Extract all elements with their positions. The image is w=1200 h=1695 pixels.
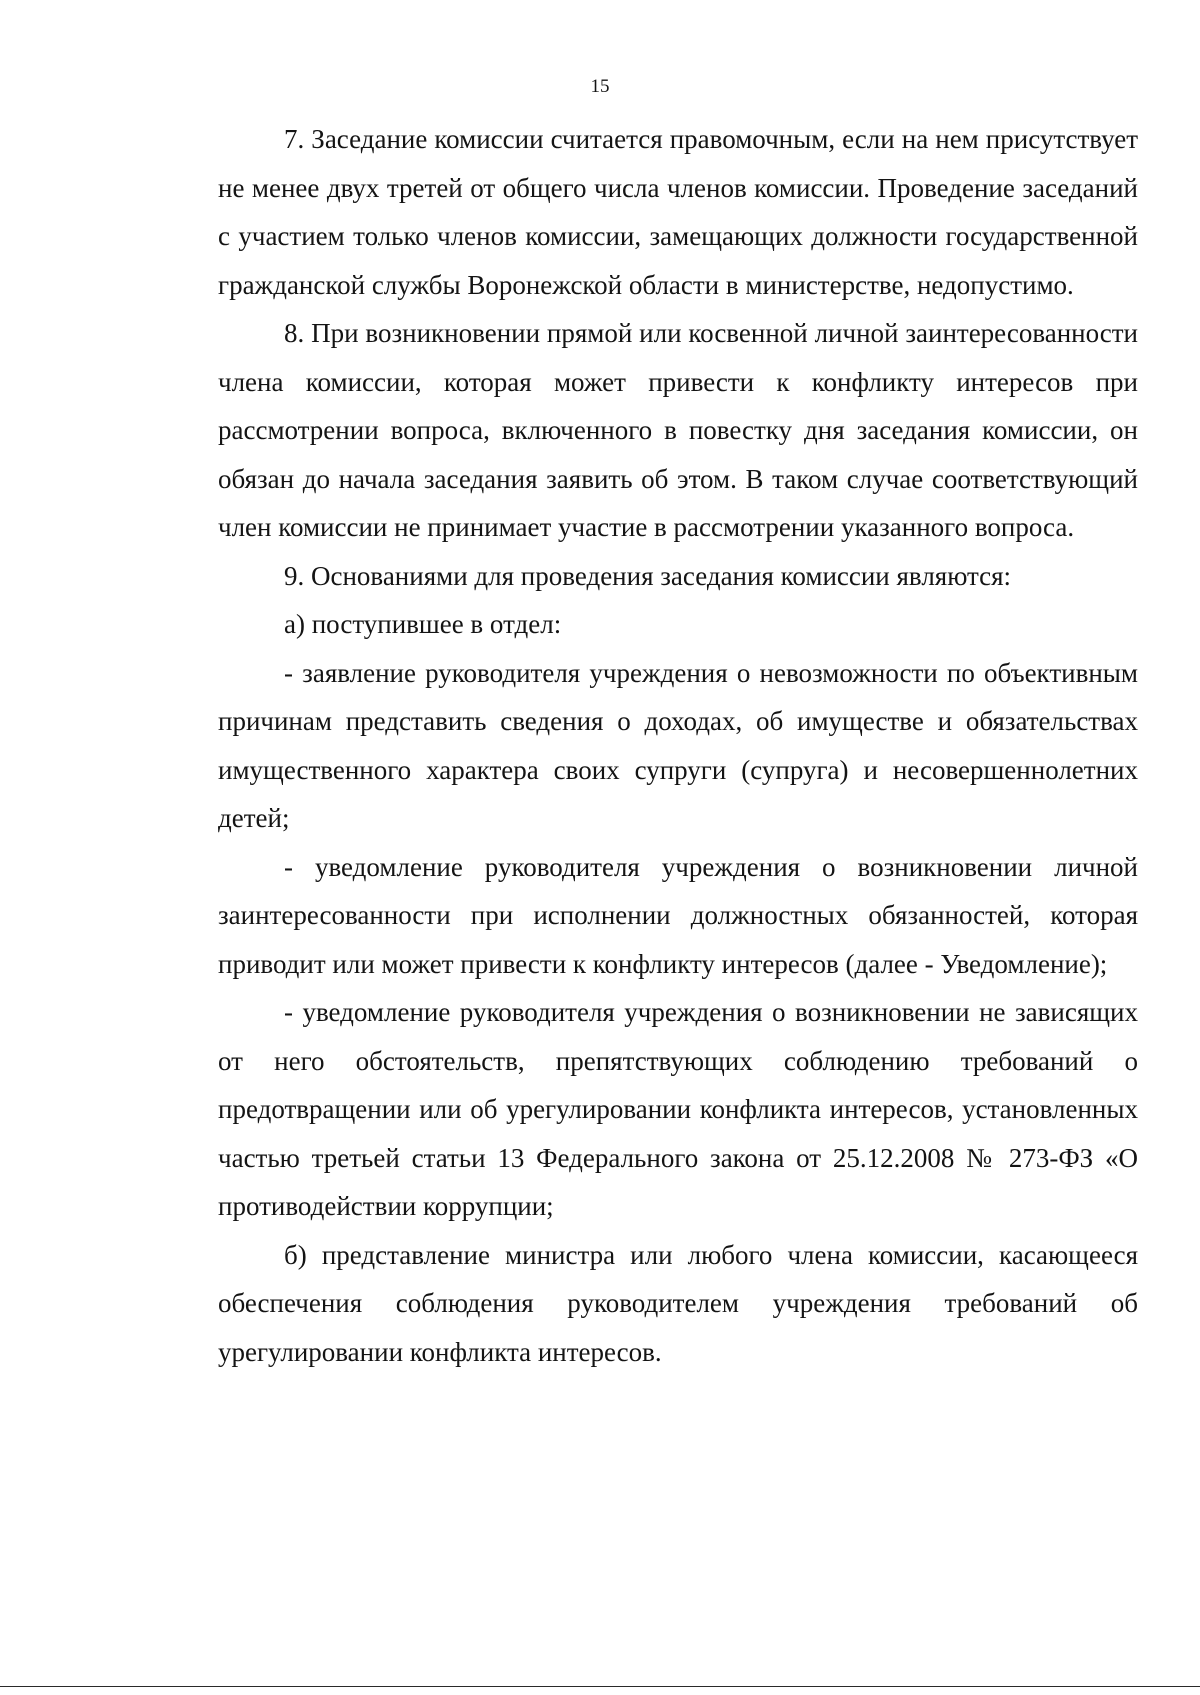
item-a: а) поступившее в отдел:: [284, 609, 562, 639]
paragraph-9: 9. Основаниями для проведения заседания комиссии являются:: [284, 560, 1012, 591]
item-a-notice-circumstances: - уведомление руководителя учреждения о возникновении не зависящих от него обстоятельств, препятствующих соблюдению требований о предотвращении или об урегулировании конфликта интересов, установленных частью третьей статьи 13 Федерального закона от 25.12.2008 № 273-ФЗ «О противодействии коррупции;: [218, 997, 1138, 1221]
bottom-rule: [0, 1686, 1200, 1687]
item-b: б) представление министра или любого члена комиссии, касающееся обеспечения соблюдения руководителем учреждения требований об урегулировании конфликта интересов.: [218, 1239, 1138, 1367]
page-number: 15: [590, 76, 610, 97]
item-a-notice-interest: - уведомление руководителя учреждения о возникновении личной заинтересованности при исполнении должностных обязанностей, которая приводит или может привести к конфликту интересов (далее - Уведомление);: [218, 851, 1138, 979]
paragraph-7: 7. Заседание комиссии считается правомочным, если на нем присутствует не менее двух третей от общего числа членов комиссии. Проведение заседаний с участием только членов комиссии, замещающих должности государственной гражданской службы Воронежской области в министерстве, недопустимо.: [218, 124, 1138, 300]
paragraph-8: 8. При возникновении прямой или косвенной личной заинтересованности члена комиссии, которая может привести к конфликту интересов при рассмотрении вопроса, включенного в повестку дня заседания комиссии, он обязан до начала заседания заявить об этом. В таком случае соответствующий член комиссии не принимает участие в рассмотрении указанного вопроса.: [218, 318, 1138, 542]
item-a-statement: - заявление руководителя учреждения о невозможности по объективным причинам представить сведения о доходах, об имуществе и обязательствах имущественного характера своих супруги (супруга) и несовершеннолетних детей;: [218, 657, 1138, 833]
document-body: [218, 115, 1138, 1376]
